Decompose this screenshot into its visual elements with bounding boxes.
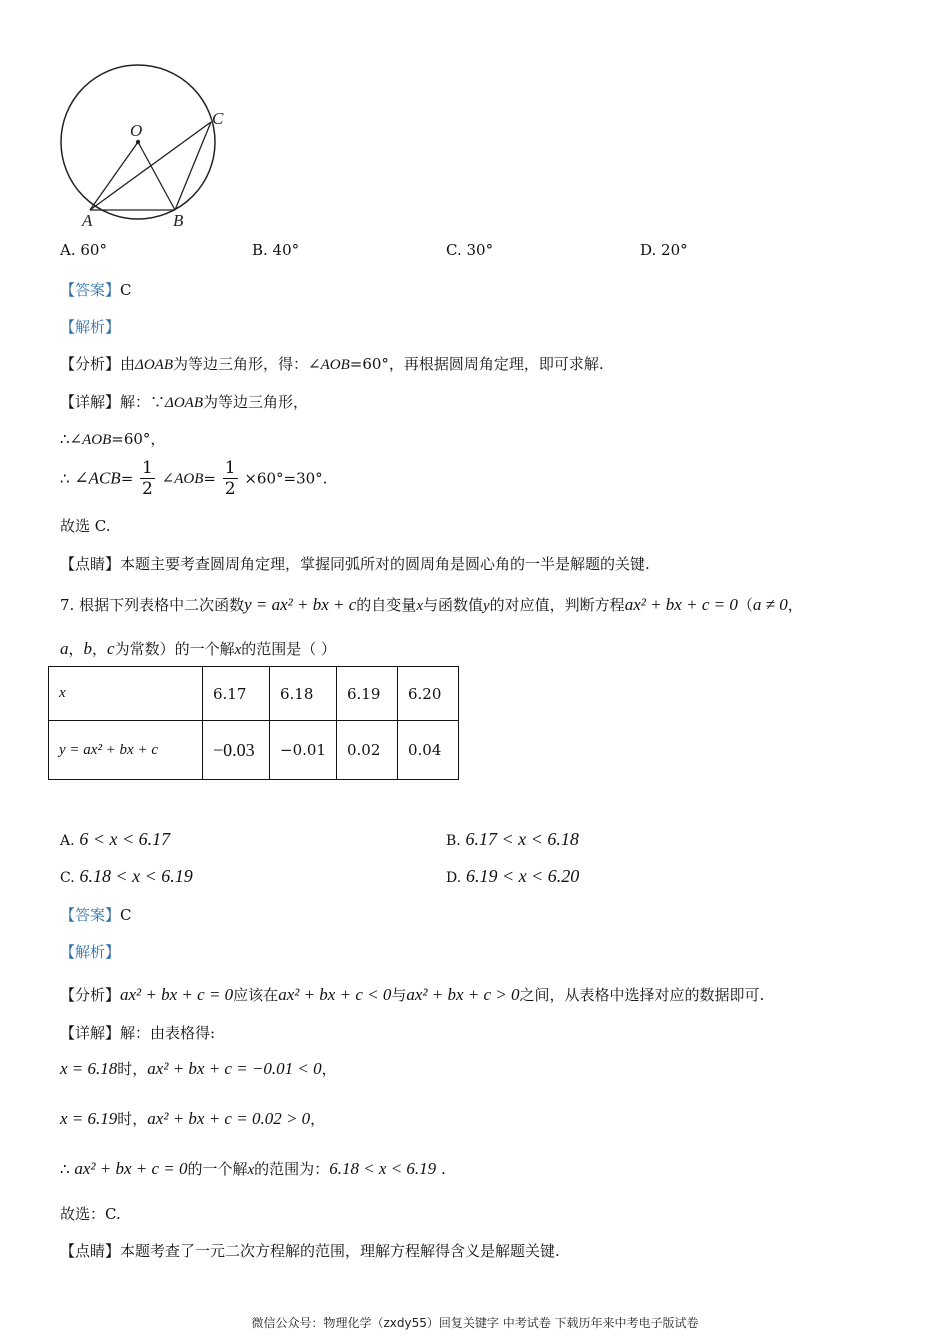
q6-dianjing (60, 553, 650, 574)
cell: 6.18 (270, 667, 337, 721)
angle-acb: ∠ACB (74, 468, 121, 488)
stem-text: 与函数值 (422, 596, 483, 614)
option-math: 6.17 < x < 6.18 (465, 829, 579, 849)
value-table (48, 666, 459, 780)
xiangjie-tag: 【详解】 (60, 393, 121, 411)
circle-figure (50, 60, 240, 230)
numerator: 1 (224, 458, 236, 478)
q6-step-3 (60, 458, 327, 499)
q6-xiangjie (60, 391, 308, 412)
option-math: 6.19 < x < 6.20 (465, 866, 580, 886)
cell: 0.02 (337, 721, 398, 780)
center-point (136, 140, 140, 144)
denominator: 2 (224, 479, 236, 499)
sep: ， (68, 640, 84, 658)
fenxi-tag: 【分析】 (60, 986, 121, 1004)
stem-text: ， (787, 596, 803, 614)
const-a: a (60, 639, 69, 658)
step-tail: ， (310, 1110, 326, 1128)
xiangjie-text: 解：由表格得: (120, 1024, 216, 1042)
q7-stem-line1 (60, 594, 803, 615)
q7-answer (60, 904, 132, 925)
step-math: ax² + bx + c = 0 (74, 1159, 188, 1178)
therefore: ∴ (60, 1160, 70, 1178)
cell: 6.17 (203, 667, 270, 721)
denominator: 2 (142, 479, 153, 499)
cell: 6.20 (398, 667, 459, 721)
q6-option-b: B. 40° (252, 241, 300, 259)
label-A: A (82, 211, 93, 230)
fenxi-math: ΔOAB (135, 357, 173, 373)
stem-text: 为常数）的一个解 (114, 640, 235, 658)
stem-var: x (234, 642, 242, 658)
step-tail: ， (321, 1060, 337, 1078)
dianjing-tag: 【点睛】 (60, 1242, 121, 1260)
step-tail: . (440, 1160, 446, 1178)
step-x: x = 6.19 (60, 1109, 118, 1128)
fenxi-text: =60°，再根据圆周角定理，即可求解. (349, 355, 604, 373)
fraction-half (223, 458, 238, 499)
step-when: 时， (117, 1110, 148, 1128)
q7-xiangjie (60, 1022, 215, 1043)
q7-step-1 (60, 1058, 337, 1079)
fenxi-math: ax² + bx + c = 0 (120, 985, 234, 1004)
fenxi-math: ∠AOB (308, 357, 350, 373)
option-label: C. (60, 870, 75, 886)
q7-option-c (60, 866, 193, 887)
step-range: 6.18 < x < 6.19 (329, 1159, 437, 1178)
header-y: y = ax² + bx + c (49, 721, 203, 780)
q7-guxuan: 故选：C. (60, 1205, 121, 1223)
fenxi-math: ax² + bx + c > 0 (406, 985, 520, 1004)
stem-text: 的自变量 (356, 596, 417, 614)
stem-text: 7. 根据下列表格中二次函数 (60, 596, 245, 614)
dianjing-tag: 【点睛】 (60, 555, 121, 573)
option-label: D. (446, 870, 462, 886)
equals: = (203, 469, 216, 488)
option-math: 6.18 < x < 6.19 (79, 866, 193, 886)
stem-text: （ (737, 596, 753, 614)
option-math: 6 < x < 6.17 (79, 829, 171, 849)
xiangjie-text: 为等边三角形， (203, 393, 309, 411)
q7-option-b (446, 829, 579, 850)
q6-option-a: A. 60° (60, 241, 107, 259)
page-footer: 微信公众号：物理化学（zxdy55）回复关键字 中考试卷 下载历年来中考电子版试卷 (251, 1316, 699, 1330)
fenxi-text: 与 (391, 986, 407, 1004)
q6-fenxi (60, 353, 604, 374)
label-C: C (212, 109, 224, 128)
segment-OA (90, 142, 138, 210)
table-row (49, 667, 459, 721)
header-x: x (49, 667, 203, 721)
fenxi-text: 为等边三角形，得： (173, 355, 309, 373)
stem-text: 的对应值，判断方程 (489, 596, 625, 614)
q6-option-d: D. 20° (640, 241, 688, 259)
q6-guxuan: 故选 C. (60, 517, 111, 535)
fenxi-math: ax² + bx + c < 0 (278, 985, 392, 1004)
q7-jiexi-tag: 【解析】 (60, 943, 121, 961)
step-text: 的一个解 (187, 1160, 248, 1178)
q7-option-d (446, 866, 579, 887)
step-math: ax² + bx + c = −0.01 < 0 (147, 1059, 322, 1078)
label-O: O (130, 121, 143, 140)
fraction-half (140, 458, 155, 499)
step-var: x (247, 1162, 255, 1178)
table-row (49, 721, 459, 780)
step-math: ax² + bx + c = 0.02 > 0 (147, 1109, 311, 1128)
step-text: 的范围为： (254, 1160, 330, 1178)
answer-value: C (120, 281, 132, 299)
cell: 6.19 (337, 667, 398, 721)
dianjing-text: 本题考查了一元二次方程解的范围，理解方程解得含义是解题关键. (120, 1242, 560, 1260)
sep: ， (92, 640, 108, 658)
stem-var: x (416, 598, 423, 614)
label-B: B (173, 211, 184, 230)
q7-step-2 (60, 1108, 325, 1129)
cell: −0.01 (270, 721, 337, 780)
fenxi-text: 应该在 (233, 986, 279, 1004)
option-label: B. (446, 833, 461, 849)
q7-step-3 (60, 1158, 446, 1179)
stem-cond: a ≠ 0 (752, 595, 788, 614)
equals: = (120, 469, 134, 488)
xiangjie-math: ΔOAB (165, 395, 203, 411)
q7-stem-line2 (60, 638, 336, 659)
q7-option-a (60, 829, 170, 850)
q7-dianjing (60, 1240, 560, 1261)
answer-tag: 【答案】 (60, 906, 121, 924)
result: ×60°=30°. (244, 469, 328, 488)
stem-func: y = ax² + bx + c (244, 595, 357, 614)
step-when: 时， (117, 1060, 148, 1078)
dianjing-text: 本题主要考查圆周角定理，掌握同弧所对的圆周角是圆心角的一半是解题的关键. (120, 555, 650, 573)
const-b: b (83, 639, 93, 658)
angle-aob: ∠AOB (161, 471, 204, 487)
answer-tag: 【答案】 (60, 281, 121, 299)
therefore: ∴ (60, 430, 70, 448)
therefore: ∴ (60, 469, 70, 488)
fenxi-text: 由 (120, 355, 136, 373)
answer-value: C (120, 906, 132, 924)
q7-fenxi (60, 984, 764, 1005)
xiangjie-tag: 【详解】 (60, 1024, 121, 1042)
numerator: 1 (142, 458, 153, 478)
xiangjie-text: 解：∵ (120, 393, 166, 411)
q6-jiexi-tag: 【解析】 (60, 318, 121, 336)
stem-eq: ax² + bx + c = 0 (624, 595, 738, 614)
stem-var: y (483, 598, 490, 614)
option-label: A. (60, 833, 75, 849)
value: =60°， (111, 430, 166, 448)
q6-step-2 (60, 428, 165, 449)
cell: −0.03 (203, 721, 270, 780)
const-c: c (107, 639, 115, 658)
fenxi-tag: 【分析】 (60, 355, 121, 373)
angle: ∠AOB (69, 432, 112, 448)
cell: 0.04 (398, 721, 459, 780)
q6-option-c: C. 30° (446, 241, 494, 259)
step-x: x = 6.18 (60, 1059, 118, 1078)
stem-text: 的范围是（ ） (241, 640, 337, 658)
q6-answer (60, 279, 132, 300)
fenxi-text: 之间，从表格中选择对应的数据即可. (519, 986, 765, 1004)
